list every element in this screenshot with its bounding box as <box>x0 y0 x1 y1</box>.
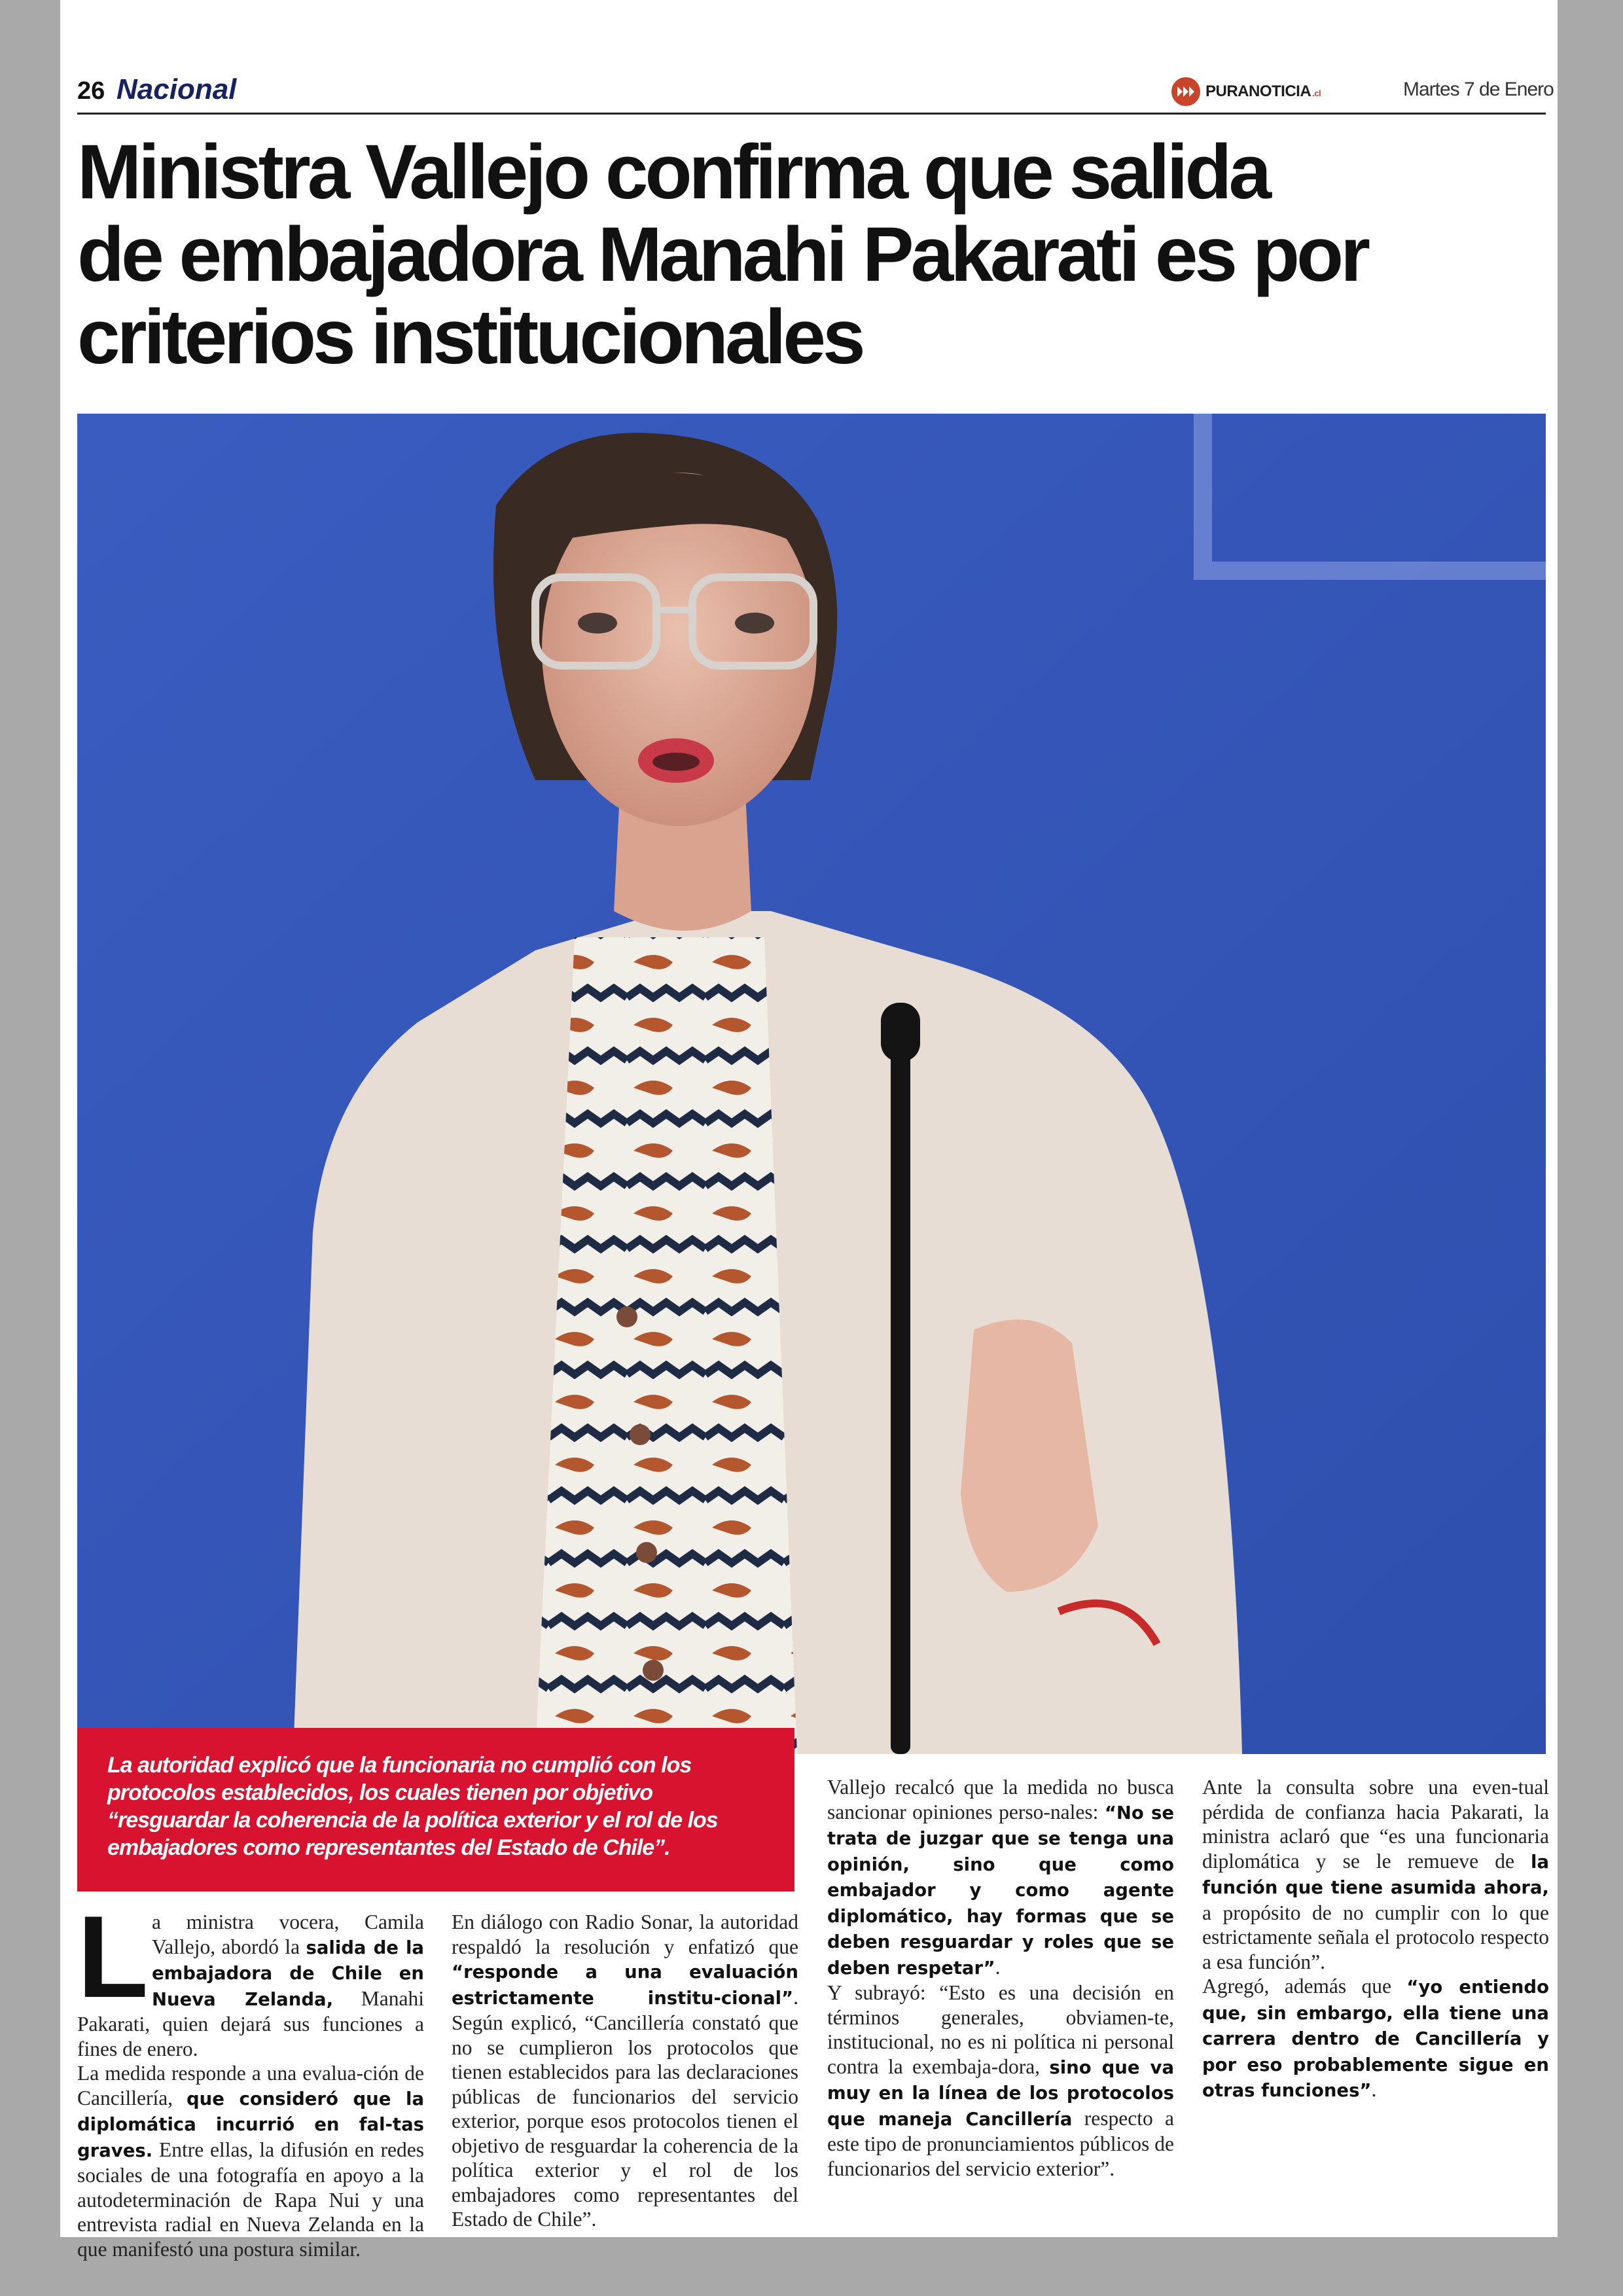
body-paragraph: La medida responde a una evalua-ción de Cancillería, que consideró que la diplomática incurrió en fal-tas graves. Entre ellas, la difusión en redes sociales de una fotografía en apoyo a la autodeterminación de Rapa Nui y una entrevista radial en Nueva Zelanda en la que manifestó una postura similar. <box>77 2062 425 2261</box>
body-paragraph: a ministra vocera, Camila Vallejo, abordó la salida de la embajadora de Chile en Nueva Zelanda, Manahi Pakarati, quien dejará sus funciones a fines de enero. <box>77 1910 424 2060</box>
headline-line: Ministra Vallejo confirma que salida <box>77 129 1269 215</box>
section-name: Nacional <box>116 73 237 105</box>
photo-caption-box <box>77 1728 794 1892</box>
body-paragraph: Ante la consulta sobre una even-tual pérdida de confianza hacia Pakarati, la ministra aclaró que “es una funcionaria diplomática y se le remueve de la función que tiene asumida ahora, a propósito de no cumplir con lo que estrictamente señala el protocolo respecto a esa función”. <box>1202 1776 1549 1973</box>
headline-line: criterios institucionales <box>77 294 863 380</box>
body-column-3 <box>827 1775 1174 2181</box>
brand-logo <box>1171 76 1321 107</box>
photo-caption: La autoridad explicó que la funcionaria no cumplió con los protocolos establecidos, los cuales tienen por objetivo “resguardar la coherencia de la política exterior y el rol de los embajadores como representantes del Estado de Chile”. <box>107 1753 718 1860</box>
article-photo <box>77 414 1546 1754</box>
body-paragraph: Agregó, además que “yo entiendo que, sin embargo, ella tiene una carrera dentro de Cancillería y por eso probablemente sigue en otras funciones”. <box>1202 1975 1549 2101</box>
body-paragraph: Vallejo recalcó que la medida no busca sancionar opiniones perso-nales: “No se trata de juzgar que se tenga una opinión, sino que como embajador y como agente diplomático, hay formas que se deben resguardar y roles que se deben respetar”. <box>827 1776 1174 1979</box>
body-paragraph: Y subrayó: “Esto es una decisión en términos generales, obviamen-te, institucional, no es ni política ni personal contra la exembaja-dora, sino que va muy en la línea de los protocolos que maneja Cancillería respecto a este tipo de pronunciamientos públicos de funcionarios del servicio exterior”. <box>827 1981 1174 2180</box>
issue-date: Martes 7 de Enero <box>1403 79 1554 100</box>
body-column-1 <box>77 1892 425 2261</box>
body-column-4 <box>1202 1775 1549 2104</box>
brand-name: PURANOTICIA .cl <box>1205 82 1321 100</box>
play-arrows-icon <box>1171 77 1200 106</box>
page-number: 26 <box>77 77 105 105</box>
photo-illustration <box>77 414 1546 1754</box>
headline-line: de embajadora Manahi Pakarati es por <box>77 211 1368 298</box>
body-paragraph: En diálogo con Radio Sonar, la autoridad respaldó la resolución y enfatizó que “responde a una evaluación estrictamente institu-cional”. Según explicó, “Cancillería constató que no se cumplieron los protocolos que tienen establecidos para las declaraciones públicas de funcionarios del servicio exterior, porque esos protocolos tienen el objetivo de resguardar la coherencia de la política exterior y el rol de los embajadores como representantes del Estado de Chile”. <box>452 1910 798 2231</box>
headline <box>77 131 1550 378</box>
drop-cap: L <box>77 1892 149 2022</box>
body-column-2 <box>452 1910 798 2232</box>
header-rule <box>77 113 1546 115</box>
